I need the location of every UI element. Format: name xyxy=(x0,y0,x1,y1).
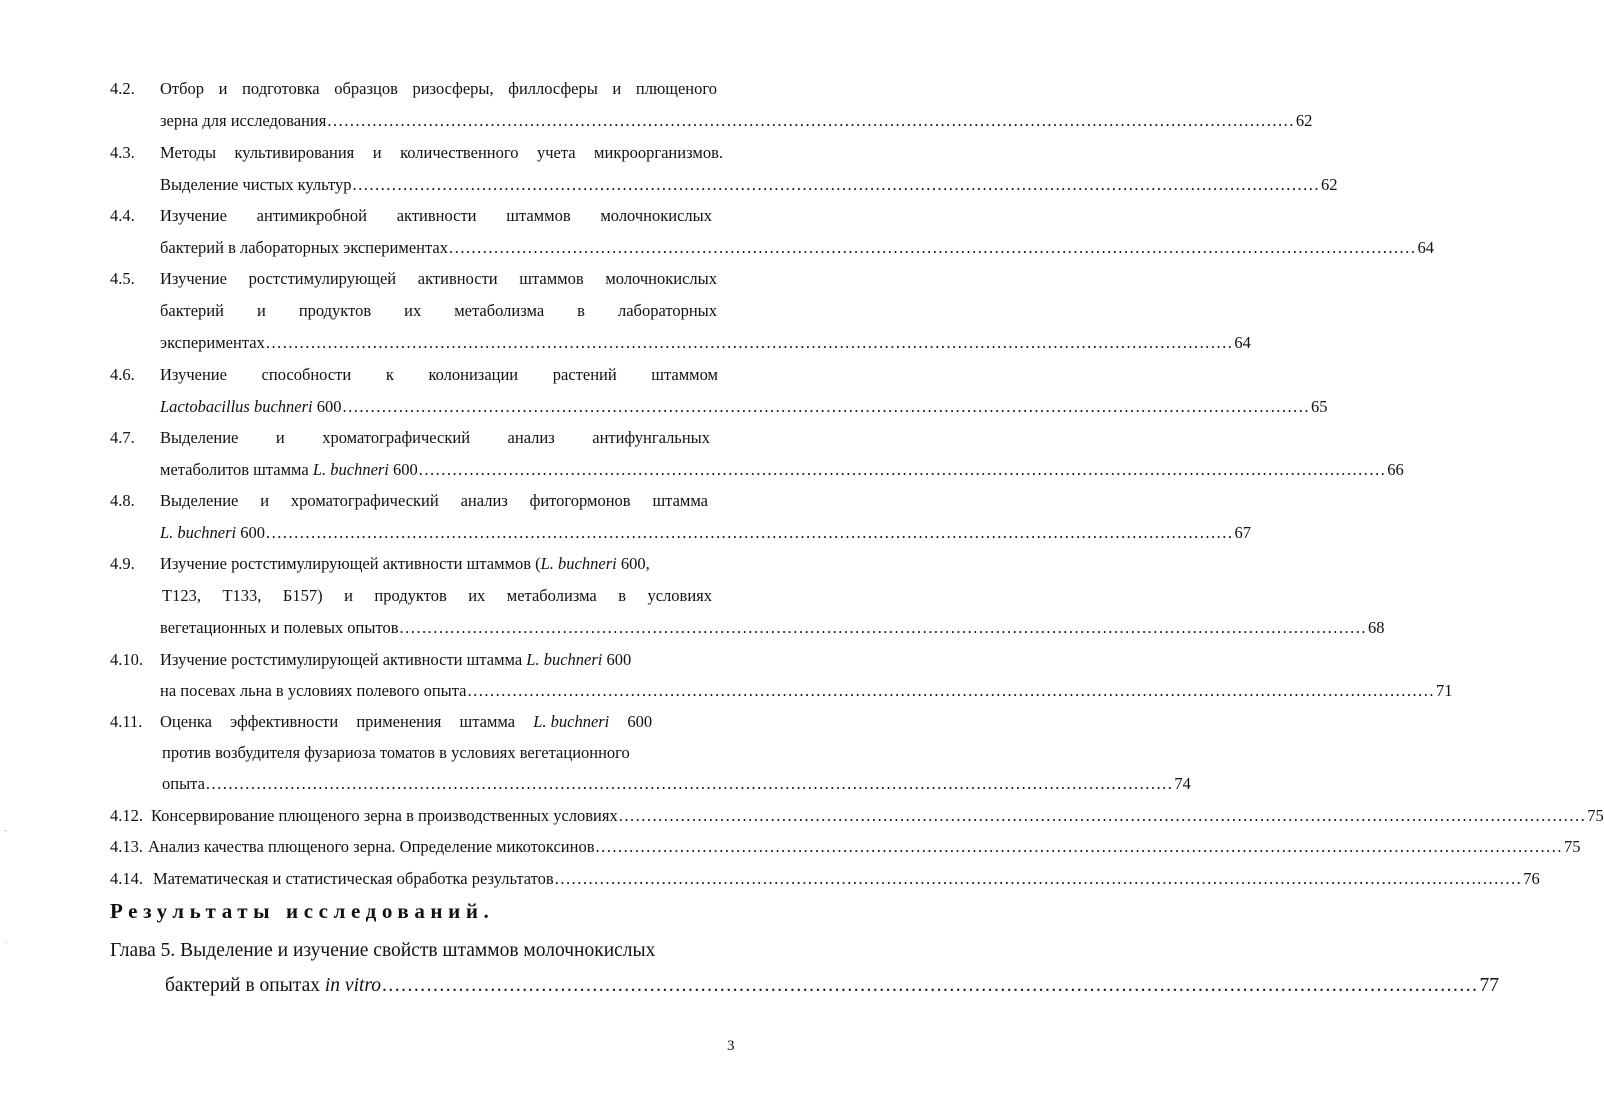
strain-number: 600 xyxy=(388,460,418,479)
species-name: L. buchneri xyxy=(526,650,603,669)
toc-entry-leader-line xyxy=(160,618,1385,638)
toc-entry-leader-line xyxy=(160,238,1434,258)
toc-page-number: 76 xyxy=(1523,869,1540,888)
toc-entry-text: бактерий и продуктов их метаболизма в лабораторных xyxy=(160,301,717,320)
toc-entry-text xyxy=(160,650,631,670)
toc-number: 4.14. xyxy=(110,869,143,888)
dot-leader: ............................................................................................................................................................................ xyxy=(467,681,1435,700)
toc-number: 4.5. xyxy=(110,269,135,288)
toc-entry-text xyxy=(160,554,650,574)
strain-number: 600 xyxy=(609,712,653,731)
toc-page-number: 64 xyxy=(1234,333,1251,352)
toc-entry-leader-line xyxy=(160,175,1338,195)
toc-entry-leader-line xyxy=(160,681,1453,701)
strain-number: 600 xyxy=(312,397,342,416)
toc-page-number: 62 xyxy=(1295,111,1313,130)
toc-entry-text: Математическая и статистическая обработка результатов xyxy=(153,869,554,888)
toc-number: 4.6. xyxy=(110,365,135,384)
dot-leader: ............................................................................................................................................................................ xyxy=(554,869,1523,888)
entry-text-prefix: бактерий в опытах xyxy=(165,975,325,996)
toc-page-number: 67 xyxy=(1234,523,1251,542)
toc-page-number: 62 xyxy=(1321,175,1338,194)
dot-leader: ............................................................................................................................................................................ xyxy=(399,618,1367,637)
toc-entry-text xyxy=(160,460,418,480)
toc-page-number: 68 xyxy=(1368,618,1385,637)
dot-leader: ............................................................................................................................................................................ xyxy=(448,238,1417,257)
toc-number: 4.13. xyxy=(110,837,143,856)
toc-page-number: 75 xyxy=(1564,837,1581,856)
entry-text-prefix: метаболитов штамма xyxy=(160,460,313,479)
dot-leader: ............................................................................................................................................................................ xyxy=(382,975,1479,996)
toc-entry-leader-line xyxy=(160,523,1251,543)
dot-leader: ............................................................................................................................................................................ xyxy=(205,774,1174,793)
species-name: L. buchneri xyxy=(312,460,389,479)
dot-leader: ............................................................................................................................................................................ xyxy=(618,806,1587,825)
toc-entry-text: бактерий в лабораторных экспериментах xyxy=(160,238,448,257)
toc-entry-text: экспериментах xyxy=(160,333,265,352)
dot-leader: ............................................................................................................................................................................ xyxy=(265,523,1234,542)
toc-entry-text: на посевах льна в условиях полевого опыта xyxy=(160,681,467,700)
dot-leader: ............................................................................................................................................................................ xyxy=(595,837,1564,856)
toc-entry-text: Консервирование плющеного зерна в производственных условиях xyxy=(151,806,618,825)
toc-entry-leader-line xyxy=(160,111,1313,131)
page-number: 3 xyxy=(727,1038,735,1054)
toc-page-number: 64 xyxy=(1417,238,1434,257)
dot-leader: ............................................................................................................................................................................ xyxy=(352,175,1321,194)
toc-number: 4.4. xyxy=(110,206,135,225)
section-heading: Результаты исследований. xyxy=(110,899,495,923)
strain-number: 600 xyxy=(236,523,265,542)
toc-entry-text: Изучение способности к колонизации растений штаммом xyxy=(160,365,718,384)
strain-number: 600, xyxy=(616,554,650,573)
italic-term: in vitro xyxy=(324,975,382,996)
toc-page-number: 77 xyxy=(1479,975,1500,996)
toc-page-number: 71 xyxy=(1435,681,1453,700)
toc-entry-text: Выделение и хроматографический анализ антифунгальных xyxy=(160,428,710,447)
scan-mark: - xyxy=(4,826,7,835)
toc-entry-text: Т123, Т133, Б157) и продуктов их метаболизма в условиях xyxy=(162,586,712,605)
scan-mark: · xyxy=(5,938,8,947)
toc-entry-text: Изучение ростстимулирующей активности штаммов молочнокислых xyxy=(160,269,717,288)
toc-entry-text: Выделение чистых культур xyxy=(160,175,352,194)
chapter-title-continued xyxy=(165,974,381,998)
dot-leader: ............................................................................................................................................................................ xyxy=(342,397,1310,416)
toc-entry-text: Отбор и подготовка образцов ризосферы, филлосферы и плющеного xyxy=(160,79,717,98)
toc-entry-leader-line xyxy=(160,397,1328,417)
toc-entry-leader-line xyxy=(162,774,1191,794)
toc-page-number: 65 xyxy=(1310,397,1328,416)
dot-leader: ............................................................................................................................................................................ xyxy=(265,333,1234,352)
strain-number: 600 xyxy=(602,650,632,669)
toc-entry-text: опыта xyxy=(162,774,205,793)
toc-number: 4.9. xyxy=(110,554,135,573)
species-name: L. buchneri xyxy=(533,712,610,731)
toc-entry-leader-line xyxy=(110,837,1581,857)
species-name: L. buchneri xyxy=(540,554,617,573)
toc-entry-leader-line xyxy=(160,333,1251,353)
entry-text-prefix: Изучение ростстимулирующей активности штаммов ( xyxy=(160,554,541,573)
toc-entry-leader-line xyxy=(110,806,1604,826)
toc-number: 4.10. xyxy=(110,650,143,669)
toc-page-number: 66 xyxy=(1387,460,1404,479)
toc-number: 4.12. xyxy=(110,806,143,825)
dot-leader: ............................................................................................................................................................................ xyxy=(327,111,1295,130)
toc-entry-text: зерна для исследования xyxy=(160,111,327,130)
dot-leader: ............................................................................................................................................................................ xyxy=(418,460,1387,479)
toc-page-number: 75 xyxy=(1587,806,1604,825)
toc-entry-text: вегетационных и полевых опытов xyxy=(160,618,399,637)
toc-entry-text: Методы культивирования и количественного учета микроорганизмов. xyxy=(160,143,723,162)
species-name: L. buchneri xyxy=(160,523,237,542)
toc-entry-text xyxy=(160,712,652,732)
entry-text-prefix: Изучение ростстимулирующей активности штамма xyxy=(160,650,527,669)
toc-entry-text xyxy=(160,397,341,417)
toc-number: 4.11. xyxy=(110,712,143,731)
toc-number: 4.7. xyxy=(110,428,135,447)
entry-text-prefix: Оценка эффективности применения штамма xyxy=(160,712,534,731)
toc-entry-text: Выделение и хроматографический анализ фитогормонов штамма xyxy=(160,491,708,510)
toc-entry-leader-line xyxy=(160,460,1404,480)
toc-number: 4.8. xyxy=(110,491,135,510)
toc-number: 4.3. xyxy=(110,143,135,162)
toc-entry-text: Изучение антимикробной активности штаммов молочнокислых xyxy=(160,206,712,225)
toc-entry-text xyxy=(160,523,265,543)
toc-entry-text: Анализ качества плющеного зерна. Определение микотоксинов xyxy=(148,837,595,856)
chapter-leader-line xyxy=(165,974,1500,998)
toc-entry-text: против возбудителя фузариоза томатов в условиях вегетационного xyxy=(162,743,630,762)
toc-entry-leader-line xyxy=(110,869,1540,889)
toc-number: 4.2. xyxy=(110,79,135,98)
chapter-title: Глава 5. Выделение и изучение свойств штаммов молочнокислых xyxy=(110,940,656,961)
species-name: Lactobacillus buchneri xyxy=(160,397,313,416)
toc-page-number: 74 xyxy=(1174,774,1191,793)
